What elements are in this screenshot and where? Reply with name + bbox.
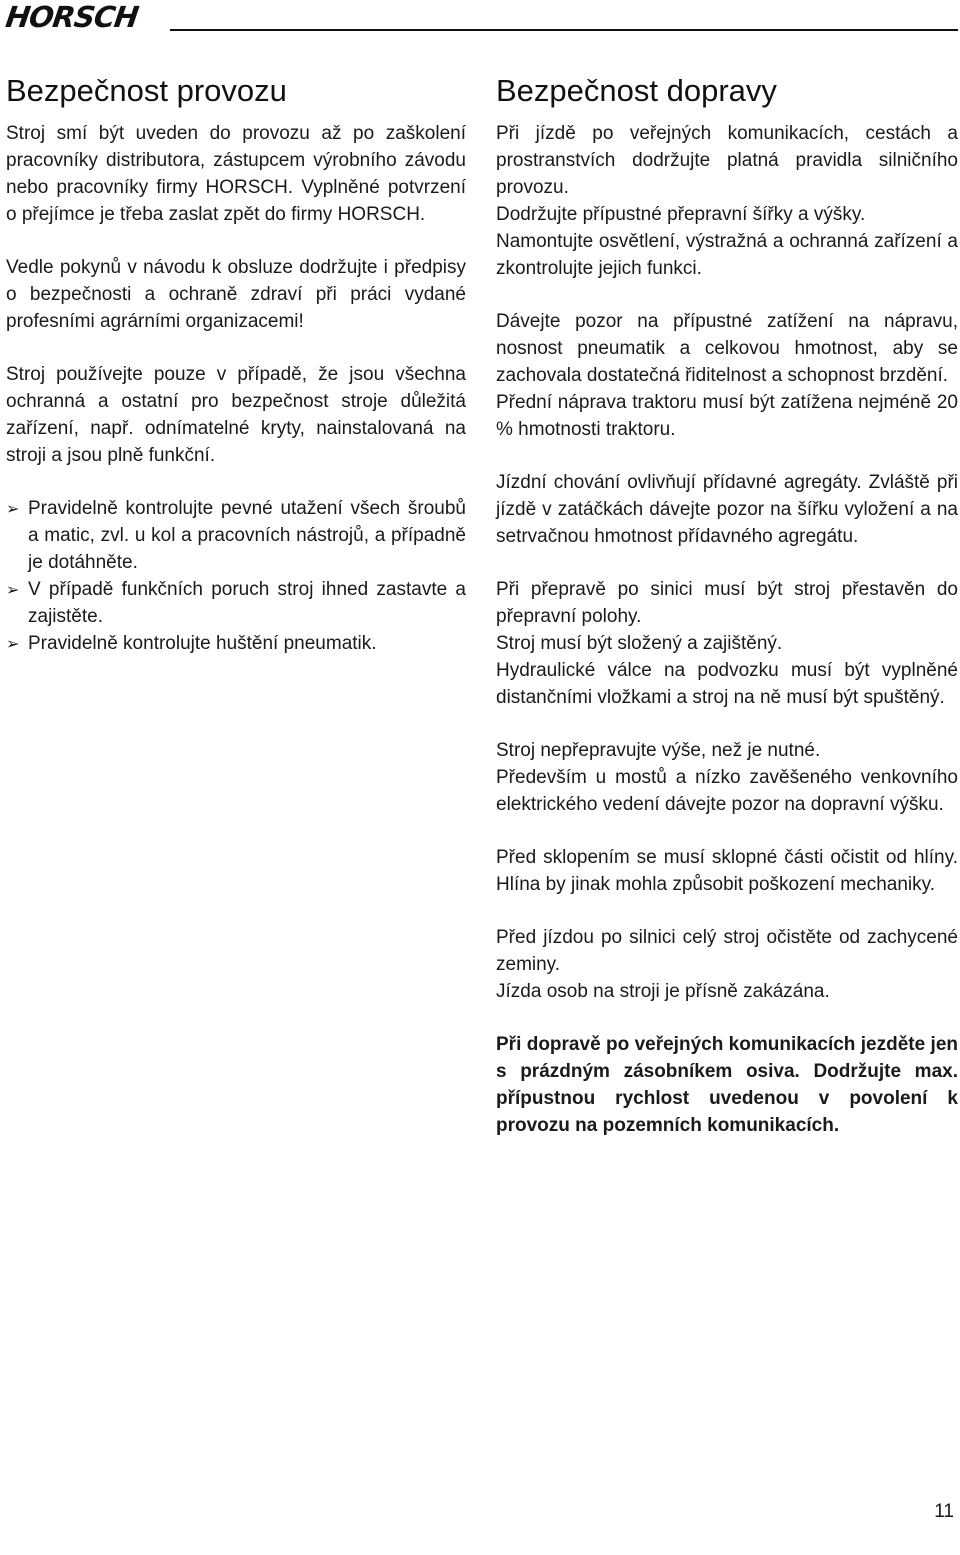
left-column [6,72,466,657]
right-bold-warning: Při dopravě po veřejných komunikacích jezděte jen s prázdným zásobníkem osiva. Dodržujte max. přípustnou rychlost uvedenou v povolení k provozu na pozemních komunikacích. [496,1034,958,1136]
arrowhead-bullet-icon: ➢ [6,499,20,518]
right-paragraph-6: Před sklopením se musí sklopné části očistit od hlíny. Hlína by jinak mohla způsobit poškození mechaniky. [496,847,958,895]
header-rule [170,29,958,31]
left-paragraph-1: Stroj smí být uveden do provozu až po zaškolení pracovníky distributora, zástupcem výrobního závodu nebo pracovníky firmy HORSCH. Vyplněné potvrzení o přejímce je třeba zaslat zpět do firmy HORSCH. [6,123,466,225]
left-paragraph-3: Stroj používejte pouze v případě, že jsou všechna ochranná a ostatní pro bezpečnost stroje důležitá zařízení, např. odnímatelné kryty, nainstalovaná na stroji a jsou plně funkční. [6,364,466,466]
right-paragraph-3: Jízdní chování ovlivňují přídavné agregáty. Zvláště při jízdě v zatáčkách dávejte pozor na šířku vyložení a na setrvačnou hmotnost přídavného agregátu. [496,472,958,547]
right-paragraph-5: Stroj nepřepravujte výše, než je nutné. Především u mostů a nízko zavěšeného venkovního elektrického vedení dávejte pozor na dopravní výšku. [496,740,958,815]
right-column [496,72,958,1165]
checklist-item-text: Pravidelně kontrolujte huštění pneumatik. [28,633,377,654]
page-number: 11 [934,1501,954,1522]
checklist-item [6,576,466,630]
right-paragraph-7: Před jízdou po silnici celý stroj očistěte od zachycené zeminy. Jízda osob na stroji je přísně zakázána. [496,927,958,1002]
section-title-transport-safety: Bezpečnost dopravy [496,73,777,108]
arrowhead-bullet-icon: ➢ [6,580,20,599]
safety-checklist [6,495,466,657]
checklist-item-text: Pravidelně kontrolujte pevné utažení všech šroubů a matic, zvl. u kol a pracovních nástrojů, a případně je dotáhněte. [28,498,466,573]
horsch-logo: HORSCH [3,0,141,34]
left-paragraph-2: Vedle pokynů v návodu k obsluze dodržujte i předpisy o bezpečnosti a ochraně zdraví při práci vydané profesními agrárními organizacemi! [6,257,466,332]
arrowhead-bullet-icon: ➢ [6,634,20,653]
checklist-item-text: V případě funkčních poruch stroj ihned zastavte a zajistěte. [28,579,466,627]
right-paragraph-4: Při přepravě po sinici musí být stroj přestavěn do přepravní polohy. Stroj musí být složený a zajištěný. Hydraulické válce na podvozku musí být vyplněné distančními vložkami a stroj na ně musí být spuštěný. [496,579,958,708]
right-paragraph-1: Při jízdě po veřejných komunikacích, cestách a prostranstvích dodržujte platná pravidla silničního provozu. Dodržujte přípustné přepravní šířky a výšky. Namontujte osvětlení, výstražná a ochranná zařízení a zkontrolujte jejich funkci. [496,123,958,279]
section-title-operation-safety: Bezpečnost provozu [6,73,287,108]
checklist-item [6,495,466,576]
page-header [0,0,960,34]
checklist-item [6,630,466,657]
right-paragraph-2: Dávejte pozor na přípustné zatížení na nápravu, nosnost pneumatik a celkovou hmotnost, aby se zachovala dostatečná řiditelnost a schopnost brzdění. Přední náprava traktoru musí být zatížena nejméně 20 % hmotnosti traktoru. [496,311,958,440]
